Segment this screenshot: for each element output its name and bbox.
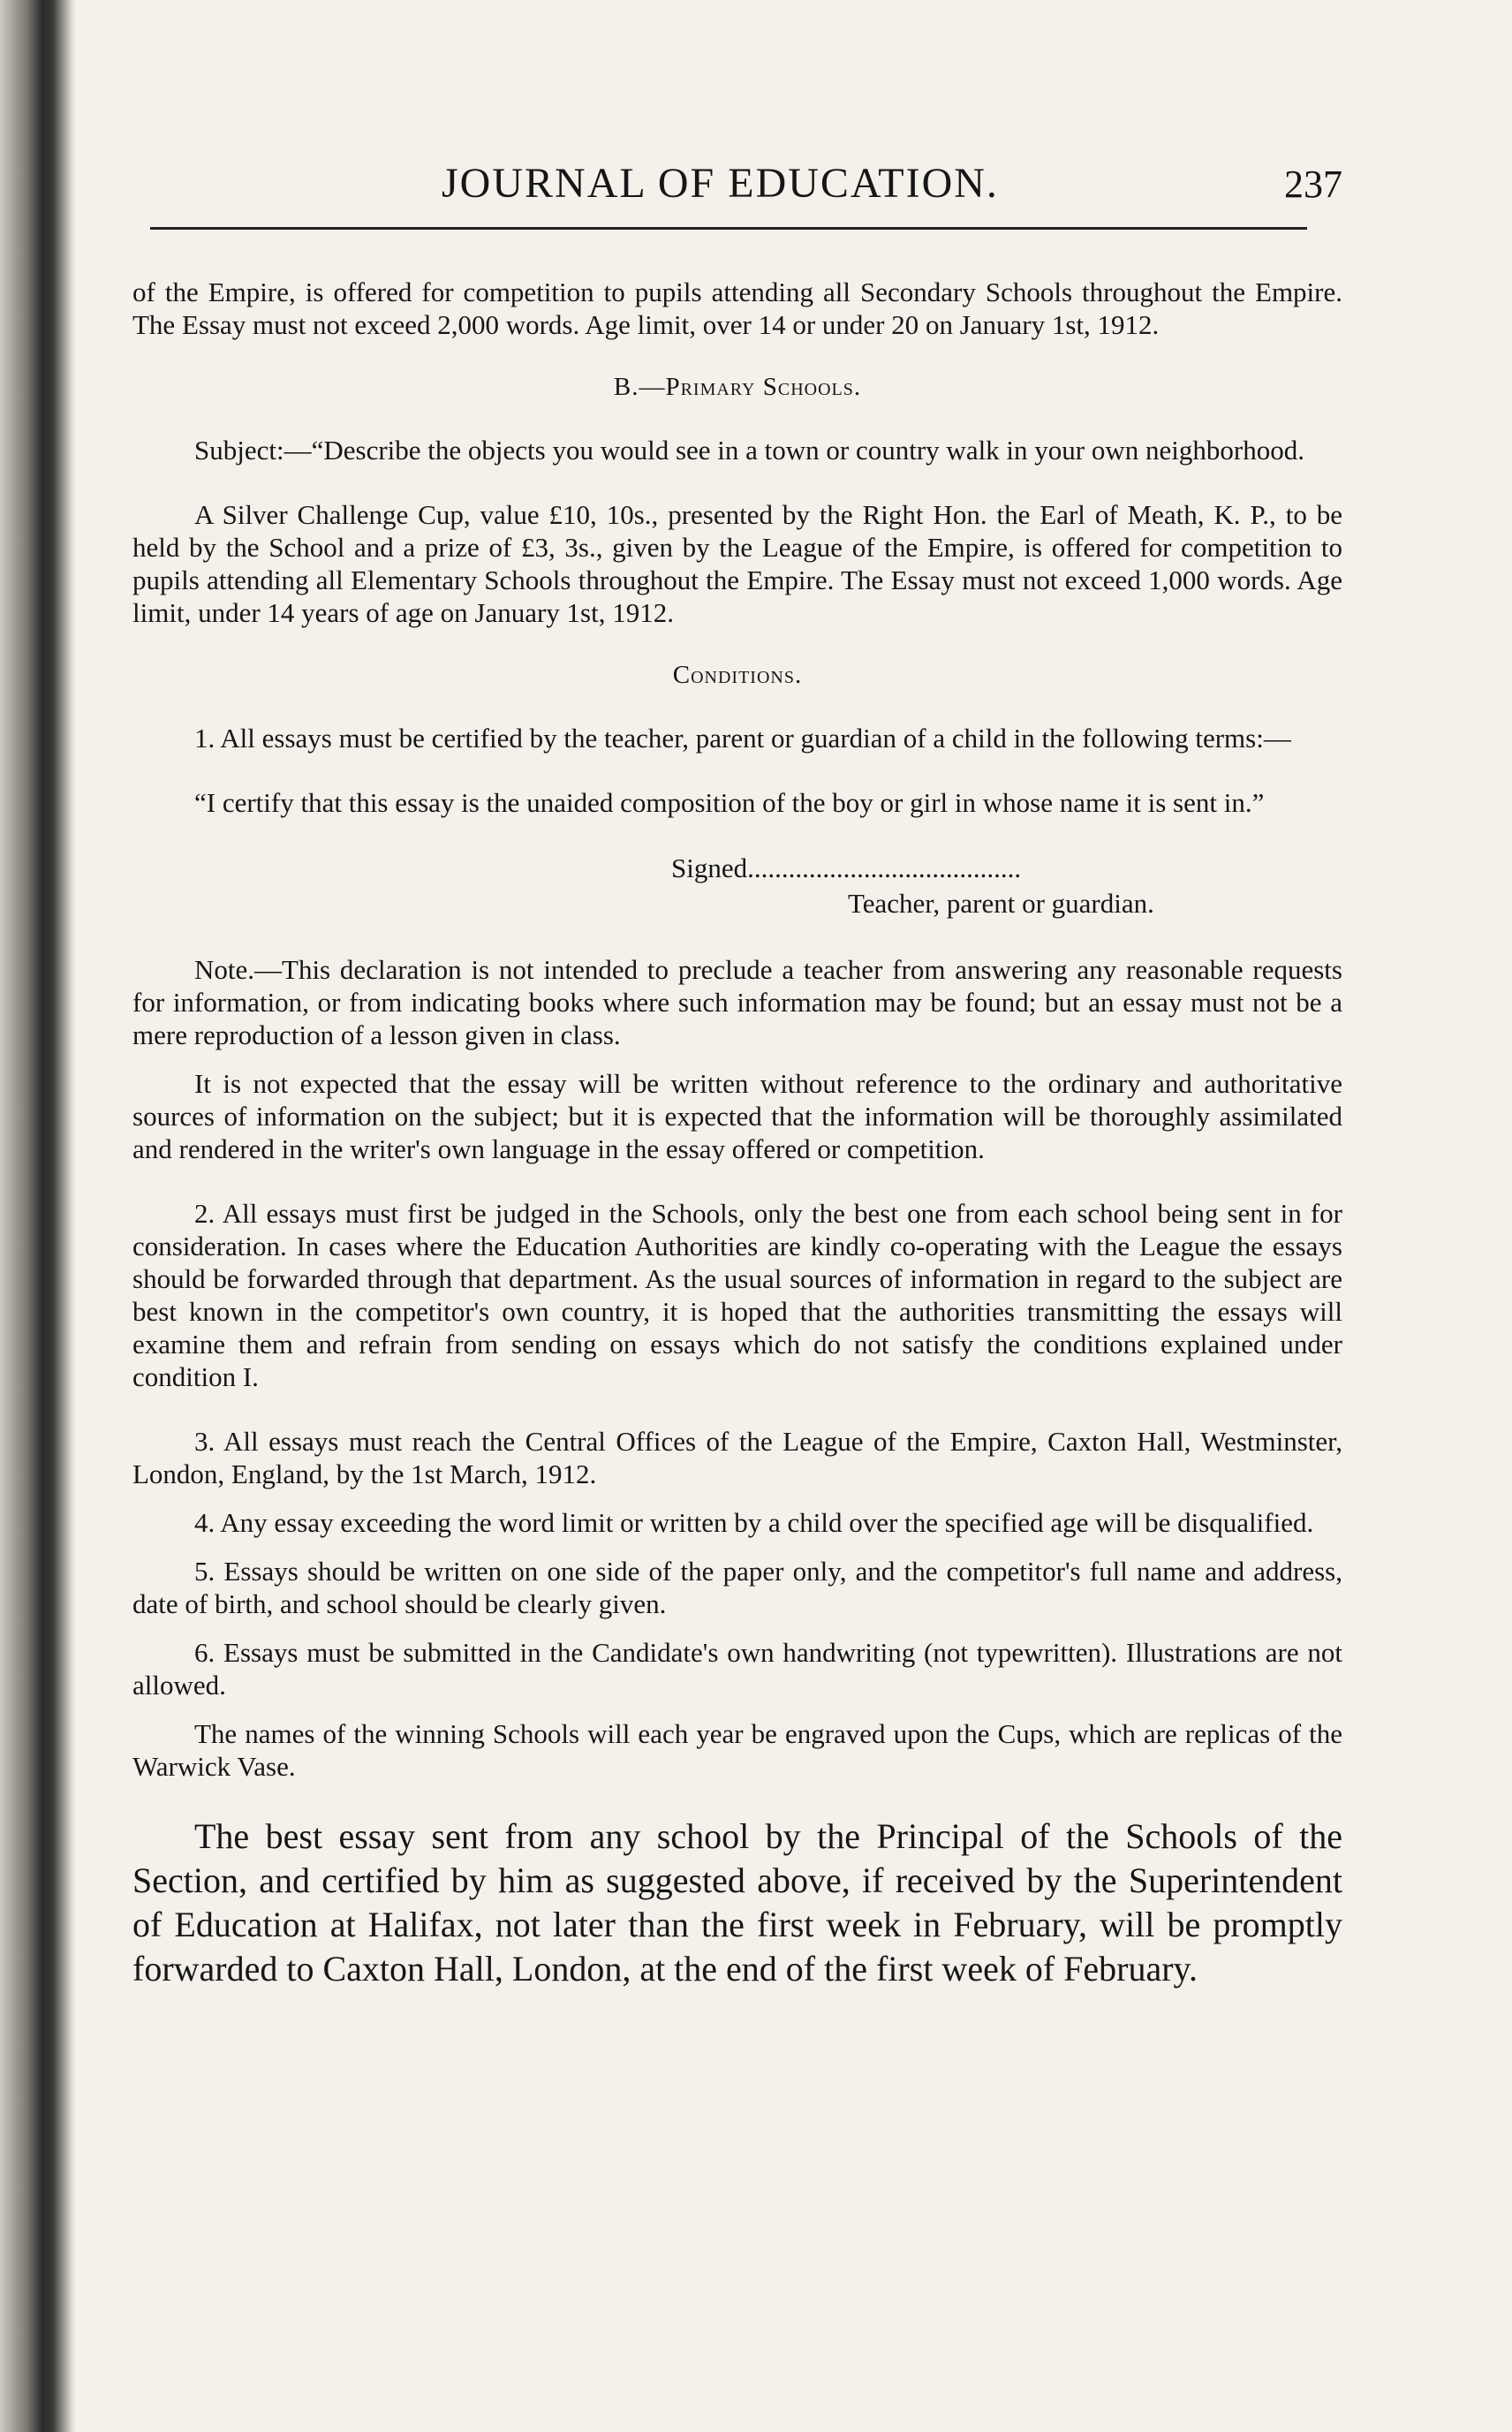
best-essay-paragraph: The best essay sent from any school by the Principal of the Schools of the Section, and certified by him as suggested above, if received by the Superintendent of Education at Halifax, not later than the first week in February, will be promptly forwarded to Caxton Hall, London, at the end of the first week of February. (132, 1816, 1342, 1989)
subject-paragraph: Subject:—“Describe the objects you would see in a town or country walk in your own neighborhood. (194, 435, 1304, 466)
paragraph-continued: of the Empire, is offered for competition to pupils attending all Secondary Schools throughout the Empire. The Essay must not exceed 2,000 words. Age limit, over 14 or under 20 on January 1st, 1912. (132, 277, 1342, 340)
note-paragraph: Note.—This declaration is not intended to preclude a teacher from answering any reasonable requests for information, or from indicating books where such information may be found; but an essay must not be a mere reproduction of a lesson given in class. (132, 954, 1342, 1050)
section-heading-primary-schools: B.—Primary Schools. (613, 373, 862, 401)
header-rule (150, 227, 1307, 230)
condition-5: 5. Essays should be written on one side of the paper only, and the competitor's full name and address, date of birth, and school should be clearly given. (132, 1556, 1342, 1619)
condition-3: 3. All essays must reach the Central Offices of the League of the Empire, Caxton Hall, Westminster, London, England, by the 1st March, 1912. (132, 1426, 1342, 1489)
winning-schools-paragraph: The names of the winning Schools will each year be engraved upon the Cups, which are replicas of the Warwick Vase. (132, 1718, 1342, 1782)
signed-role: Teacher, parent or guardian. (848, 888, 1154, 919)
running-title: JOURNAL OF EDUCATION. (442, 160, 999, 207)
section-heading-conditions: Conditions. (672, 661, 803, 689)
signed-line: Signed........................................ (671, 852, 1022, 883)
condition-1: 1. All essays must be certified by the teacher, parent or guardian of a child in the following terms:— (194, 723, 1291, 754)
journal-page (132, 159, 1342, 1991)
signature-block (671, 851, 1342, 921)
certification-text: “I certify that this essay is the unaided composition of the boy or girl in whose name it is sent in.” (194, 787, 1265, 818)
book-binding-edge (0, 0, 76, 2432)
page-number: 237 (1284, 163, 1342, 206)
expected-paragraph: It is not expected that the essay will be written without reference to the ordinary and authoritative sources of information on the subject; but it is expected that the information will be thoroughly assimilated and rendered in the writer's own language in the essay offered or competition. (132, 1068, 1342, 1164)
condition-2: 2. All essays must first be judged in the Schools, only the best one from each school being sent in for consideration. In cases where the Education Authorities are kindly co-operating with the League the essays should be forwarded through that department. As the usual sources of information in regard to the subject are best known in the competitor's own country, it is hoped that the authorities transmitting the essays will examine them and refrain from sending on essays which do not satisfy the conditions explained under condition I. (132, 1198, 1342, 1392)
condition-4: 4. Any essay exceeding the word limit or written by a child over the specified age will be disqualified. (194, 1507, 1314, 1538)
cup-paragraph: A Silver Challenge Cup, value £10, 10s., presented by the Right Hon. the Earl of Meath, K. P., to be held by the School and a prize of £3, 3s., given by the League of the Empire, is offered for competition to pupils attending all Elementary Schools throughout the Empire. The Essay must not exceed 1,000 words. Age limit, under 14 years of age on January 1st, 1912. (132, 499, 1342, 628)
condition-6: 6. Essays must be submitted in the Candidate's own handwriting (not typewritten). Illustrations are not allowed. (132, 1637, 1342, 1701)
page-header (442, 159, 1342, 208)
